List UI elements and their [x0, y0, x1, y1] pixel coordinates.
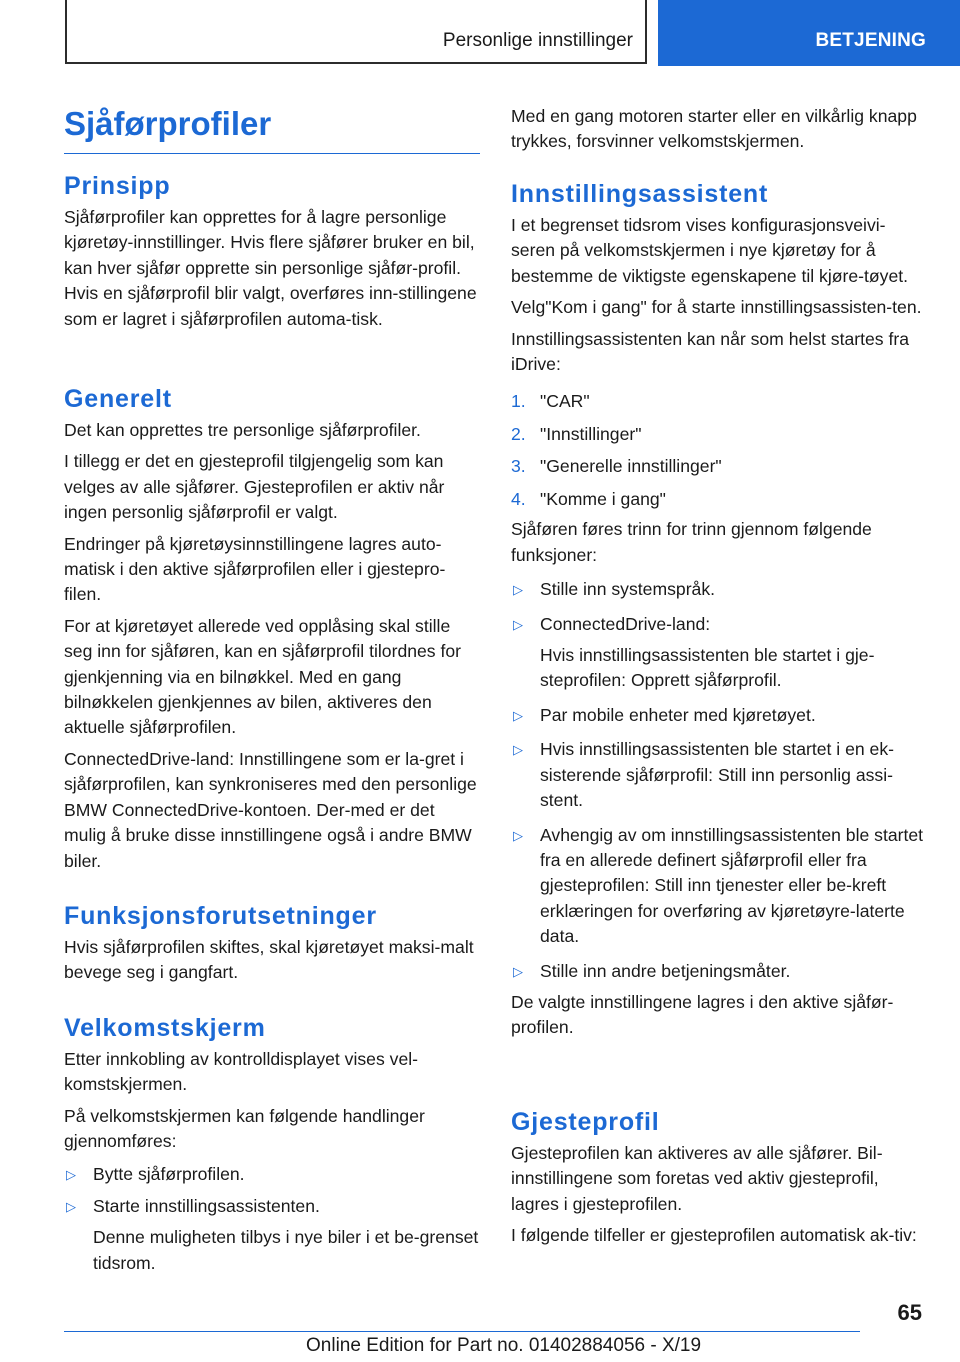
section-generelt [64, 383, 480, 874]
step-item [511, 454, 925, 487]
heading-gjest: Gjesteprofil [511, 1108, 660, 1136]
generelt-p1: Det kan opprettes tre personlige sjåførprofiler. [64, 420, 421, 440]
section-assistent [511, 178, 925, 1041]
step-number: 4. [511, 488, 526, 509]
breadcrumb: Personlige innstillinger [442, 30, 633, 51]
list-item [511, 577, 925, 602]
list-item [511, 823, 925, 950]
list-item-text: Stille inn systemspråk. [540, 579, 716, 600]
intro-text: Med en gang motoren starter eller en vilkårlig knapp trykkes, forsvinner velkomstskjermen. [511, 106, 917, 152]
triangle-bullet-icon: ▷ [66, 1166, 76, 1182]
triangle-bullet-icon: ▷ [513, 827, 523, 843]
velkomst-p1: Etter innkobling av kontrolldisplayet vises vel-komstskjermen. [64, 1049, 418, 1095]
heading-generelt: Generelt [64, 385, 172, 413]
triangle-bullet-icon: ▷ [513, 742, 523, 758]
list-item-note: Denne muligheten tilbys i nye biler i et be-grenset tidsrom. [93, 1227, 479, 1273]
heading-funksjon: Funksjonsforutsetninger [64, 902, 377, 930]
list-item [511, 703, 925, 728]
list-item-text: Starte innstillingsassistenten. [93, 1196, 320, 1217]
step-number: 2. [511, 423, 526, 444]
list-item [511, 737, 925, 813]
page-title: Sjåførprofiler [64, 104, 480, 154]
section-intro [511, 104, 925, 155]
triangle-bullet-icon: ▷ [513, 963, 523, 979]
list-item-text: Par mobile enheter med kjøretøyet. [540, 704, 816, 725]
step-text: "Komme i gang" [540, 488, 666, 509]
triangle-bullet-icon: ▷ [66, 1199, 76, 1215]
section-prinsipp [64, 170, 480, 332]
step-number: 3. [511, 456, 526, 477]
step-item [511, 487, 925, 520]
funksjon-text: Hvis sjåførprofilen skiftes, skal kjøretøyet maksi-malt bevege seg i gangfart. [64, 937, 474, 983]
edition-footer: Online Edition for Part no. 01402884056 - X/19 [306, 1335, 702, 1356]
steps-list [511, 389, 925, 519]
section-funksjon [64, 900, 480, 986]
generelt-p3: Endringer på kjøretøysinnstillingene lagres auto-matisk i den aktive sjåførprofilen eller i gjestepro-filen. [64, 533, 446, 605]
generelt-p4: For at kjøretøyet allerede ved opplåsing skal stille seg inn for sjåføren, kan en sjåførprofil tilordnes for gjenkjenning via en bilnøkkel. Med en gang bilnøkkelen gjenkjennes av bilen, aktiveres den aktuelle sjåførprofilen. [64, 615, 462, 738]
page-number: 65 [897, 1300, 922, 1325]
heading-velkomst: Velkomstskjerm [64, 1014, 266, 1042]
triangle-bullet-icon: ▷ [513, 707, 523, 723]
step-item [511, 422, 925, 455]
assistent-p4: Sjåføren føres trinn for trinn gjennom følgende funksjoner: [511, 519, 872, 565]
list-item [511, 612, 925, 694]
list-item [511, 959, 925, 984]
list-item-note: Hvis innstillingsassistenten ble startet i gje-steprofilen: Opprett sjåførprofil. [540, 645, 875, 691]
section-gjest [511, 1106, 925, 1249]
step-text: "Generelle innstillinger" [540, 456, 722, 477]
prinsipp-text: Sjåførprofiler kan opprettes for å lagre personlige kjøretøy-innstillinger. Hvis flere sjåfører bruker en bil, kan hver sjåfør opprette sin personlige sjåfør-profil. Hvis en sjåførprofil blir valgt, overføres inn-stillingene som er lagret i sjåførprofilen automa-tisk. [64, 207, 477, 329]
assistent-p5: De valgte innstillingene lagres i den aktive sjåfør-profilen. [511, 991, 894, 1038]
assistent-p1: I et begrenset tidsrom vises konfigurasjonsveivi-seren på velkomstskjermen i nye kjøretøy for å bestemme de viktigste egenskapene til kjøre-tøyet. [511, 215, 909, 286]
list-item-text: Stille inn andre betjeningsmåter. [540, 960, 791, 981]
page-header [0, 0, 960, 66]
section-velkomst [64, 1012, 480, 1276]
list-item-text: ConnectedDrive-land: [540, 613, 711, 634]
velkomst-p2: På velkomstskjermen kan følgende handlinger gjennomføres: [64, 1105, 425, 1152]
assistent-p2: Velg"Kom i gang" for å starte innstillingsassisten-ten. [511, 297, 922, 318]
generelt-p5: ConnectedDrive-land: Innstillingene som er la-gret i sjåførprofilen, kan synkroniseres med den personlige BMW ConnectedDrive-kontoen. Der-med er det mulig å bruke disse innstillingene også i andre BMW biler. [64, 748, 477, 871]
footer-divider [64, 1331, 860, 1332]
triangle-bullet-icon: ▷ [513, 616, 523, 632]
velkomst-list [64, 1162, 480, 1277]
list-item [64, 1194, 480, 1276]
header-frame [65, 0, 647, 64]
list-item [64, 1162, 480, 1187]
list-item-text: Avhengig av om innstillingsassistenten ble startet fra en allerede definert sjåførprofil eller fra gjesteprofilen: Still inn tjenester eller be-kreft erklæringen for overføring av kjøretøyre-laterte data. [540, 824, 924, 947]
assistent-p3: Innstillingsassistenten kan når som helst startes fra iDrive: [511, 328, 909, 375]
list-item-text: Hvis innstillingsassistenten ble startet i en ek-sisterende sjåførprofil: Still inn personlig assi-stent. [540, 739, 894, 811]
step-item [511, 389, 925, 422]
gjest-p2: I følgende tilfeller er gjesteprofilen automatisk ak-tiv: [511, 1225, 917, 1246]
heading-prinsipp: Prinsipp [64, 172, 171, 200]
assistent-list [511, 577, 925, 984]
step-text: "CAR" [540, 391, 590, 412]
gjest-p1: Gjesteprofilen kan aktiveres av alle sjåfører. Bil-innstillingene som foretas ved aktiv gjesteprofil, lagres i gjesteprofilen. [511, 1143, 883, 1214]
triangle-bullet-icon: ▷ [513, 582, 523, 598]
section-tab: BETJENING [658, 0, 960, 66]
step-number: 1. [511, 391, 526, 412]
list-item-text: Bytte sjåførprofilen. [93, 1163, 245, 1184]
step-text: "Innstillinger" [540, 423, 642, 444]
generelt-p2: I tillegg er det en gjesteprofil tilgjengelig som kan velges av alle sjåfører. Gjesteprofilen er aktiv når ingen personlig sjåførprofil er valgt. [64, 451, 445, 523]
heading-assistent: Innstillingsassistent [511, 180, 769, 208]
